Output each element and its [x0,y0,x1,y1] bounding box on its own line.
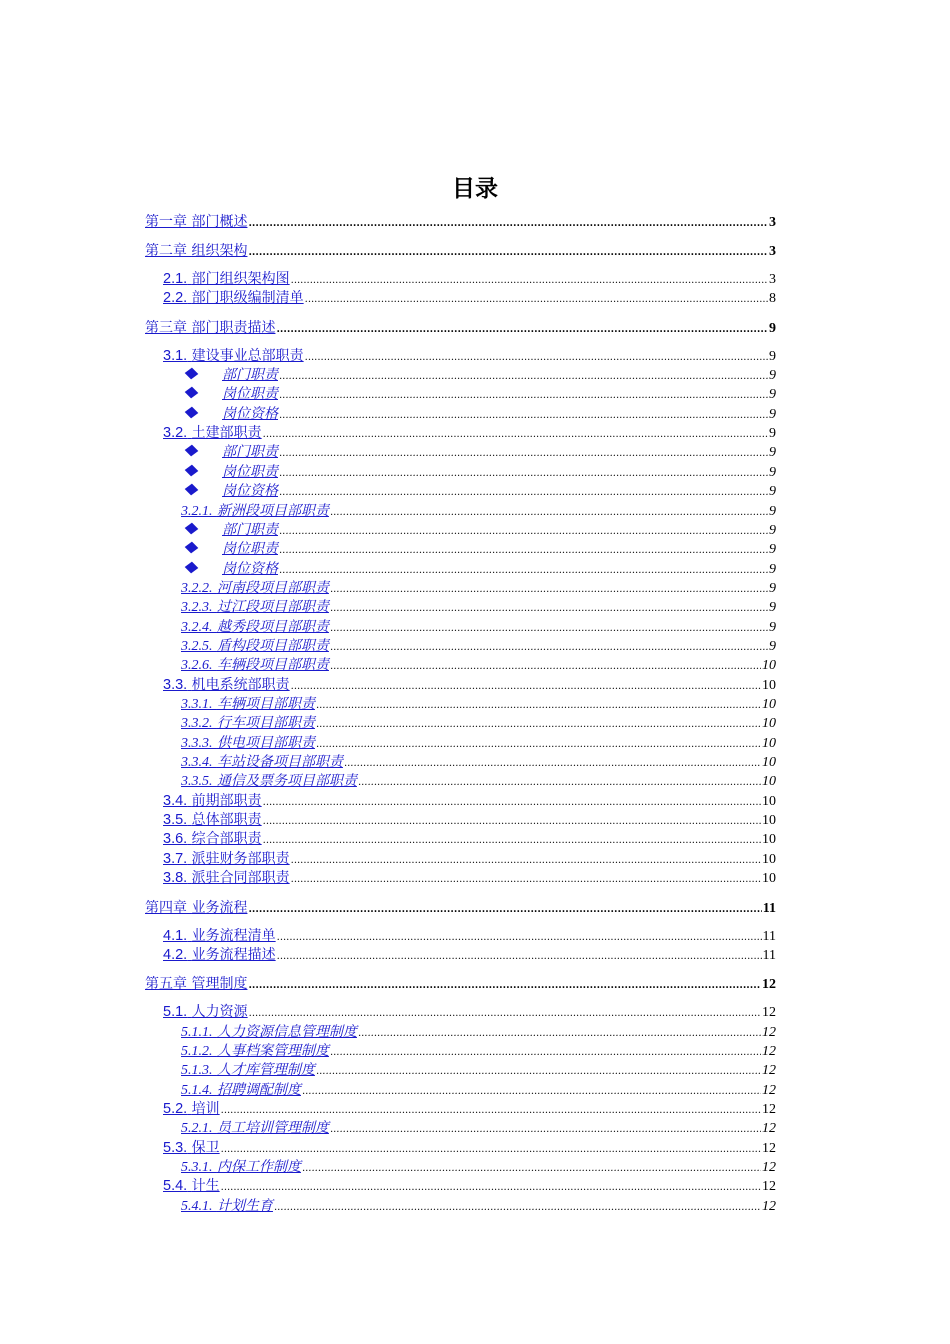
toc-entry-label[interactable] [163,423,262,443]
toc-entry-number: 5.2. [163,1100,188,1117]
toc-entry-label[interactable] [163,829,262,849]
toc-entry-text: 土建部职责 [191,425,262,442]
toc-entry-text: 供电项目部职责 [216,734,315,751]
toc-entry-text: 组织架构 [191,243,248,259]
toc-entry-label[interactable] [181,713,315,734]
toc-entry-text: 人事档案管理制度 [216,1042,329,1059]
toc-entry-number: 第五章 [145,975,187,992]
toc-entry-number: 3.2.5. [181,638,213,654]
toc-section-entry[interactable] [163,926,776,946]
toc-entry-label[interactable] [181,1118,329,1139]
toc-entry-text: 岗位职责 [222,386,278,403]
toc-subsection-entry[interactable] [181,597,776,617]
toc-entry-label[interactable] [181,578,329,599]
toc-page-number: 9 [769,387,776,403]
toc-entry-label[interactable] [163,926,276,946]
toc-entry-text: 总体部职责 [191,812,262,829]
toc-subsection-entry[interactable] [181,733,776,753]
toc-page-number: 10 [762,697,776,712]
toc-entry-label[interactable] [181,771,357,792]
toc-entry-label[interactable] [181,597,329,618]
toc-entry-text: 岗位资格 [222,405,278,422]
toc-entry-text: 业务流程清单 [191,927,276,944]
toc-page-number: 9 [769,580,776,596]
dot-leader [248,212,768,234]
toc-page-number: 9 [769,445,776,461]
toc-entry-number: 5.2.1. [181,1121,213,1137]
diamond-bullet-icon [185,445,199,457]
toc-subsection-entry[interactable] [181,655,776,675]
toc-page-number: 11 [762,928,776,944]
toc-entry-label[interactable] [181,1022,357,1043]
toc-entry-label[interactable] [163,269,290,289]
toc-entry-text: 越秀段项目部职责 [216,618,329,635]
toc-entry-number: 3.2.6. [181,658,213,674]
toc-entry-text: 管理制度 [191,976,248,993]
toc-entry-text: 岗位职责 [222,541,278,558]
toc-entry-number: 4.1. [163,927,188,944]
toc-entry-number: 5.4. [163,1178,188,1195]
toc-page-number: 9 [769,484,776,500]
toc-entry-label[interactable] [222,520,278,540]
toc-entry-text: 岗位职责 [222,463,278,480]
toc-entry-number: 3.2.3. [181,600,213,616]
toc-entry-label[interactable] [181,501,329,522]
toc-entry-label[interactable] [163,675,290,695]
toc-entry-label[interactable] [163,868,290,888]
toc-entry-text: 部门职级编制清单 [191,290,304,307]
toc-page-number: 10 [762,793,776,809]
toc-entry-text: 人力资源 [191,1004,248,1021]
toc-section-entry[interactable] [163,1099,776,1119]
toc-entry-text: 内保工作制度 [216,1159,301,1175]
toc-entry-number: 2.1. [163,271,188,287]
toc-section-entry[interactable] [163,810,776,830]
toc-entry-number: 3.3.4. [181,755,213,771]
toc-subsection-entry[interactable] [181,1080,776,1100]
toc-subsection-entry[interactable] [181,1041,776,1061]
toc-page-number: 12 [762,1198,776,1214]
toc-page-number: 12 [762,1063,776,1079]
toc-page-number: 9 [769,368,776,384]
toc-entry-label[interactable] [222,559,278,579]
toc-entry-label[interactable] [181,752,343,773]
dot-leader [305,288,768,310]
toc-section-entry[interactable] [163,346,776,366]
toc-entry-number: 3.2.4. [181,619,213,635]
toc-page-number: 9 [769,638,776,654]
dot-leader [274,1196,761,1218]
toc-page-number: 9 [769,503,776,519]
toc-page-number: 10 [762,851,776,867]
toc-entry-number: 3.7. [163,850,188,867]
toc-entry-label[interactable] [181,694,315,715]
toc-subsection-entry[interactable] [181,713,776,733]
toc-entry-number: 5.3. [163,1139,188,1156]
toc-page-number: 10 [762,658,776,674]
toc-entry-label[interactable] [163,1138,220,1158]
toc-entry-label[interactable] [163,810,262,830]
toc-entry-label[interactable] [163,945,276,965]
toc-section-entry[interactable] [163,829,776,849]
toc-entry-text: 招聘调配制度 [216,1081,301,1098]
toc-entry-label[interactable] [145,973,247,994]
toc-chapter-entry[interactable] [145,211,776,231]
toc-page-number: 9 [769,348,776,364]
toc-entry-text: 部门职责描述 [191,319,276,336]
toc-entry-number: 5.1.1. [181,1024,213,1040]
toc-entry-number: 3.2.1. [181,503,213,519]
toc-entry-number: 5.1.3. [181,1063,213,1079]
toc-subsection-entry[interactable] [181,578,776,598]
toc-bullet-entry[interactable] [181,539,776,559]
diamond-bullet-icon [185,484,199,496]
toc-subsection-entry[interactable] [181,501,776,521]
toc-entry-label[interactable] [181,1041,329,1062]
toc-entry-text: 计生 [191,1178,220,1195]
toc-section-entry[interactable] [163,868,776,888]
toc-entry-text: 盾构段项目部职责 [216,637,329,654]
toc-page-number: 12 [762,1140,776,1156]
toc-entry-text: 业务流程描述 [191,946,276,963]
dot-leader [277,945,762,967]
toc-page-number: 10 [762,716,776,732]
toc-entry-number: 5.4.1. [181,1198,213,1214]
toc-entry-text: 新洲段项目部职责 [216,502,329,519]
dot-leader [248,974,761,996]
toc-entry-label[interactable] [163,346,304,366]
toc-entry-number: 5.1.4. [181,1082,213,1098]
toc-page-number: 12 [762,1005,776,1021]
toc-page-number: 11 [762,900,776,916]
toc-entry-text: 员工培训管理制度 [216,1120,329,1137]
toc-entry-label[interactable] [222,539,278,559]
toc-entry-number: 第二章 [145,242,187,258]
toc-entry-number: 5.1.2. [181,1043,213,1059]
toc-section-entry[interactable] [163,675,776,695]
toc-bullet-entry[interactable] [181,520,776,540]
toc-entry-text: 保卫 [191,1139,220,1156]
toc-entry-number: 3.4. [163,792,188,809]
toc-entry-label[interactable] [181,655,329,676]
toc-entry-text: 部门职责 [222,444,278,461]
toc-bullet-entry[interactable] [181,481,776,501]
toc-entry-text: 车辆项目部职责 [216,696,315,712]
toc-page-number: 12 [762,1082,776,1098]
toc-entry-text: 人才库管理制度 [216,1062,315,1079]
toc-chapter-entry[interactable] [145,897,776,917]
toc-section-entry[interactable] [163,849,776,869]
toc-entry-label[interactable] [222,365,278,385]
toc-section-entry[interactable] [163,423,776,443]
toc-page-number: 10 [762,755,776,771]
toc-entry-text: 部门职责 [222,367,278,384]
toc-entry-text: 部门概述 [191,214,248,230]
toc-entry-label[interactable] [145,317,275,338]
toc-entry-label[interactable] [163,1002,248,1022]
toc-entry-number: 3.3.5. [181,774,213,790]
toc-page-number: 9 [769,522,776,538]
toc-page-number: 10 [762,871,776,887]
toc-section-entry[interactable] [163,791,776,811]
toc-entry-label[interactable] [181,1080,301,1101]
diamond-bullet-icon [185,561,199,573]
toc-entry-number: 3.5. [163,812,188,829]
diamond-bullet-icon [185,542,199,554]
toc-entry-text: 派驻财务部职责 [191,850,290,867]
toc-page-number: 9 [769,619,776,635]
dot-leader [248,241,768,263]
toc-entry-text: 计划生育 [216,1197,273,1214]
toc-bullet-entry[interactable] [181,462,776,482]
toc-entry-text: 人力资源信息管理制度 [216,1023,357,1040]
toc-entry-text: 车站设备项目部职责 [216,754,343,771]
diamond-bullet-icon [185,406,199,418]
toc-subsection-entry[interactable] [181,1157,776,1177]
toc-entry-label[interactable] [222,442,278,462]
toc-page-number: 9 [769,464,776,480]
diamond-bullet-icon [185,522,199,534]
toc-page-number: 10 [762,735,776,751]
toc-entry-text: 机电系统部职责 [191,676,290,693]
toc-entry-label[interactable] [163,1176,220,1196]
toc-entry-text: 通信及票务项目部职责 [216,773,357,790]
toc-section-entry[interactable] [163,945,776,965]
toc-page-number: 3 [769,272,776,287]
toc-entry-label[interactable] [181,1196,273,1217]
toc-entry-label[interactable] [181,617,329,638]
toc-entry-text: 业务流程 [191,899,248,916]
toc-page-number: 3 [769,215,776,230]
toc-entry-label[interactable] [145,211,247,232]
toc-entry-number: 3.6. [163,831,188,848]
toc-page-number: 10 [762,813,776,829]
toc-bullet-entry[interactable] [181,384,776,404]
toc-entry-number: 3.1. [163,347,188,364]
toc-entry-text: 河南段项目部职责 [216,579,329,596]
toc-entry-number: 5.3.1. [181,1160,213,1175]
toc-entry-number: 3.3.2. [181,716,213,732]
toc-page-number: 10 [762,677,776,693]
toc-subsection-entry[interactable] [181,636,776,656]
toc-chapter-entry[interactable] [145,973,776,993]
toc-page-number: 3 [769,244,776,259]
toc-section-entry[interactable] [163,269,776,289]
toc-entry-label[interactable] [222,481,278,501]
toc-entry-label[interactable] [222,384,278,404]
toc-page-number: 12 [762,1160,776,1175]
toc-bullet-entry[interactable] [181,559,776,579]
toc-page-number: 12 [762,1043,776,1059]
toc-entry-label[interactable] [222,462,278,482]
toc-section-entry[interactable] [163,1138,776,1158]
toc-entry-number: 第四章 [145,898,187,915]
toc-entry-label[interactable] [181,733,315,754]
toc-page-number: 10 [762,832,776,848]
toc-entry-number: 3.2.2. [181,580,213,596]
toc-page-number: 8 [769,291,776,307]
toc-entry-text: 部门职责 [222,521,278,538]
toc-entry-text: 培训 [191,1100,220,1117]
toc-page-number: 9 [769,561,776,577]
diamond-bullet-icon [185,464,199,476]
toc-subsection-entry[interactable] [181,771,776,791]
toc-entry-label[interactable] [163,849,290,869]
toc-entry-label[interactable] [163,1099,220,1119]
toc-entry-text: 综合部职责 [191,831,262,848]
toc-page-number: 9 [769,542,776,558]
dot-leader [276,318,768,340]
toc-page-number: 12 [762,1024,776,1040]
toc-entry-text: 过江段项目部职责 [216,599,329,616]
toc-entry-label[interactable] [181,1157,301,1178]
toc-chapter-entry[interactable] [145,240,776,260]
toc-entry-number: 第三章 [145,318,187,335]
toc-bullet-entry[interactable] [181,365,776,385]
toc-page-number: 9 [769,600,776,616]
toc-page-number: 11 [762,947,776,963]
toc-page-number: 9 [769,426,776,442]
toc-subsection-entry[interactable] [181,1118,776,1138]
toc-entry-text: 部门组织架构图 [191,271,290,287]
toc-entry-number: 第一章 [145,213,187,229]
diamond-bullet-icon [185,387,199,399]
toc-section-entry[interactable] [163,288,776,308]
toc-bullet-entry[interactable] [181,442,776,462]
toc-page-number: 10 [762,774,776,790]
toc-page-number: 9 [769,406,776,422]
toc-entry-number: 2.2. [163,290,188,307]
toc-entry-label[interactable] [163,791,262,811]
toc-entry-number: 3.3.3. [181,735,213,751]
toc-entry-label[interactable] [222,404,278,424]
toc-subsection-entry[interactable] [181,752,776,772]
toc-page-number: 12 [762,1179,776,1195]
toc-entry-label[interactable] [181,1060,315,1081]
toc-subsection-entry[interactable] [181,617,776,637]
toc-page-number: 9 [769,320,776,336]
toc-subsection-entry[interactable] [181,694,776,714]
toc-entry-text: 前期部职责 [191,792,262,809]
toc-subsection-entry[interactable] [181,1196,776,1216]
toc-entry-text: 岗位资格 [222,483,278,500]
toc-section-entry[interactable] [163,1176,776,1196]
toc-section-entry[interactable] [163,1002,776,1022]
toc-entry-text: 行车项目部职责 [216,715,315,732]
diamond-bullet-icon [185,368,199,380]
toc-entry-label[interactable] [145,240,247,261]
toc-entry-number: 3.8. [163,870,188,887]
toc-entry-text: 建设事业总部职责 [191,347,304,364]
toc-entry-text: 岗位资格 [222,560,278,577]
toc-entry-text: 派驻合同部职责 [191,870,290,887]
toc-page-number: 12 [762,977,776,993]
toc-chapter-entry[interactable] [145,317,776,337]
toc-entry-number: 4.2. [163,946,188,963]
toc-subsection-entry[interactable] [181,1060,776,1080]
toc-entry-number: 3.2. [163,425,188,442]
toc-entry-number: 3.3.1. [181,697,213,712]
toc-entry-label[interactable] [163,288,304,308]
dot-leader [291,868,761,890]
toc-entry-number: 3.3. [163,676,188,693]
toc-subsection-entry[interactable] [181,1022,776,1042]
toc-page-number: 12 [762,1101,776,1117]
toc-entry-number: 5.1. [163,1004,188,1021]
toc-title: 目录 [452,176,498,202]
dot-leader [248,898,761,920]
toc-page-number: 12 [762,1121,776,1137]
toc-entry-label[interactable] [181,636,329,657]
toc-entry-text: 车辆段项目部职责 [216,657,329,674]
toc-entry-label[interactable] [145,897,247,918]
toc-bullet-entry[interactable] [181,404,776,424]
